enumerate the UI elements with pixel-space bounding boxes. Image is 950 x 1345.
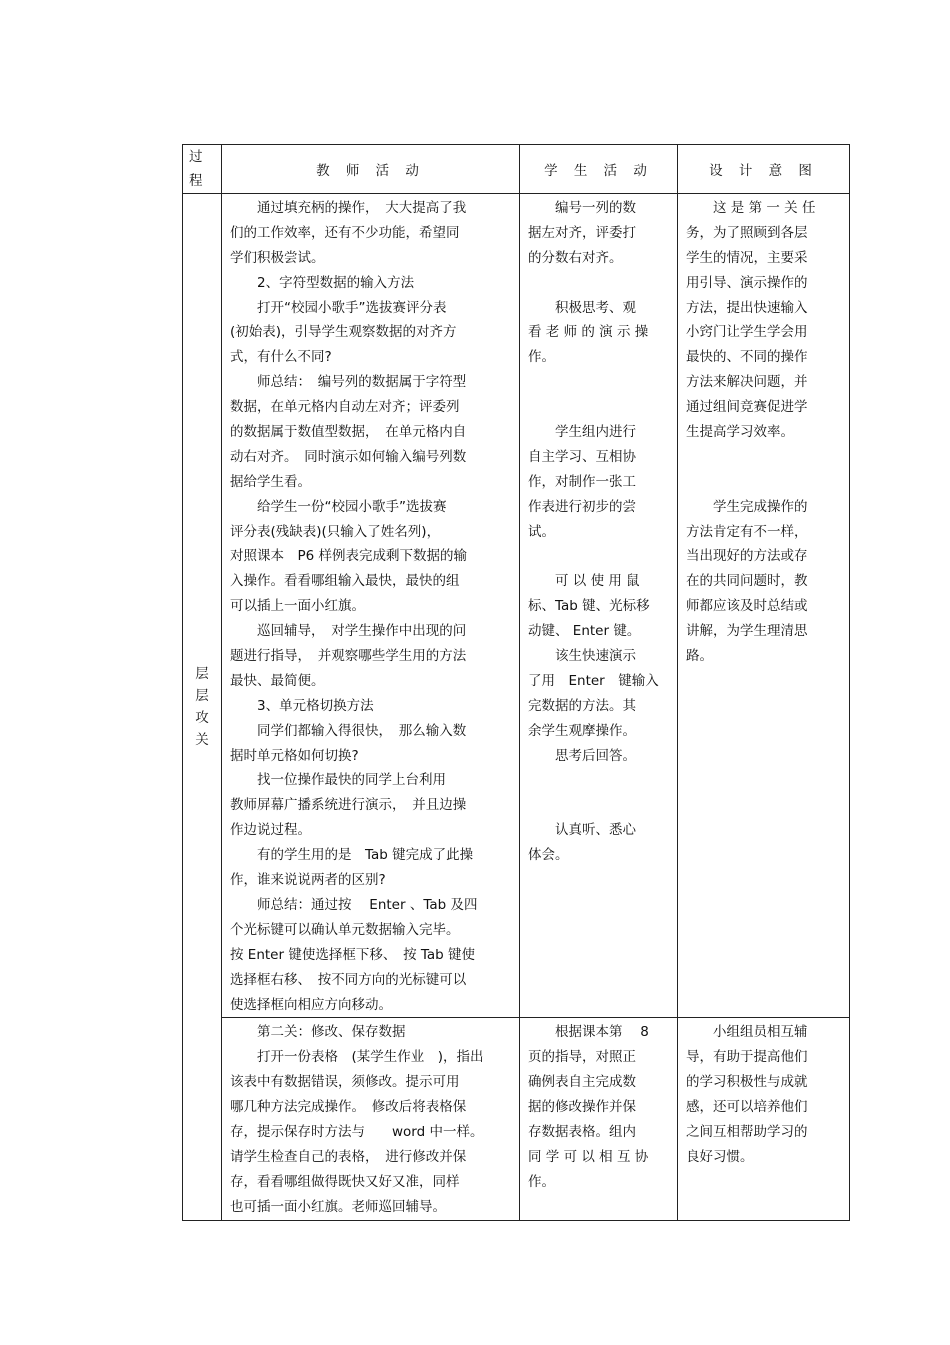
text-line: 2、字符型数据的输入方法 <box>257 274 415 291</box>
text-line: 认真听、悉心 <box>555 822 636 839</box>
text-line: 学们积极尝试。 <box>230 249 325 266</box>
stage-char: 层 <box>195 687 209 704</box>
text-line <box>686 470 843 495</box>
text-line: 感，还可以培养他们 <box>686 1099 808 1116</box>
text-line: 学生的情况，主要采 <box>686 249 808 266</box>
text-line: 当出现好的方法或存 <box>686 548 808 565</box>
text-line: 使选择框向相应方向移动。 <box>230 996 392 1013</box>
design-intent-cell <box>678 194 850 1018</box>
text-line: 导，有助于提高他们 <box>686 1049 808 1066</box>
text-line: 数据，在单元格内自动左对齐；评委列 <box>230 399 460 416</box>
text-line: 动键、 Enter 键。 <box>528 623 641 640</box>
text-line: 的分数右对齐。 <box>528 249 623 266</box>
text-line: 最快的、不同的操作 <box>686 349 808 366</box>
text-line: 哪几种方法完成操作。 修改后将表格保 <box>230 1099 467 1116</box>
teacher-activity-cell <box>222 1018 520 1220</box>
stage-char: 层 <box>195 665 209 682</box>
text-line: 用引导、演示操作的 <box>686 274 808 291</box>
text-line: 自主学习、互相协 <box>528 448 636 465</box>
text-line: 作，谁来说说两者的区别? <box>230 872 386 889</box>
text-line: 试。 <box>528 523 555 540</box>
text-line: 据的修改操作并保 <box>528 1099 636 1116</box>
text-line: 看 老 师 的 演 示 操 <box>528 324 649 341</box>
header-row <box>183 145 850 194</box>
text-line: 可以插上一面小红旗。 <box>230 598 365 615</box>
text-line: 同 学 可 以 相 互 协 <box>528 1148 649 1165</box>
text-line: 存，提示保存时方法与 word 中一样。 <box>230 1123 484 1140</box>
table-row <box>183 1018 850 1220</box>
stage-char: 攻 <box>195 709 209 726</box>
text-line: 务，为了照顾到各层 <box>686 224 808 241</box>
text-line <box>528 768 671 793</box>
text-line: 选择框右移、 按不同方向的光标键可以 <box>230 971 467 988</box>
text-line: 入操作。看看哪组输入最快，最快的组 <box>230 573 460 590</box>
text-line: 师总结： 编号列的数据属于字符型 <box>257 374 467 391</box>
text-line <box>528 271 671 296</box>
text-line: 3、单元格切换方法 <box>257 697 374 714</box>
text-line: 路。 <box>686 648 713 665</box>
text-line <box>528 370 671 395</box>
student-activity-cell <box>520 194 678 1018</box>
text-line: 题进行指导， 并观察哪些学生用的方法 <box>230 648 467 665</box>
table-row <box>183 194 850 1018</box>
text-line: 该生快速演示 <box>555 648 636 665</box>
text-line: 体会。 <box>528 847 569 864</box>
text-line: 页的指导，对照正 <box>528 1049 636 1066</box>
text-line: 对照课本 P6 样例表完成剩下数据的输 <box>230 548 468 565</box>
text-line: 据给学生看。 <box>230 473 311 490</box>
text-line <box>528 793 671 818</box>
text-line: 式，有什么不同? <box>230 349 332 366</box>
text-line: 按 Enter 键使选择框下移、 按 Tab 键使 <box>230 946 476 963</box>
text-line: 完数据的方法。其 <box>528 697 636 714</box>
text-line: 方法，提出快速输入 <box>686 299 808 316</box>
design-intent-cell <box>678 1018 850 1220</box>
header-student: 学 生 活 动 <box>520 145 678 194</box>
text-line: 思考后回答。 <box>555 747 636 764</box>
text-line: 作表进行初步的尝 <box>528 498 636 515</box>
text-line: (初始表)，引导学生观察数据的对齐方 <box>230 324 457 341</box>
text-line: 教师屏幕广播系统进行演示， 并且边操 <box>230 797 467 814</box>
text-line: 余学生观摩操作。 <box>528 722 636 739</box>
text-line <box>528 395 671 420</box>
text-line: 方法来解决问题，并 <box>686 374 808 391</box>
text-line: 该表中有数据错误，须修改。提示可用 <box>230 1074 460 1091</box>
text-line: 编号一列的数 <box>555 200 636 216</box>
text-line: 作。 <box>528 1173 555 1190</box>
text-line: 学生完成操作的 <box>713 498 808 515</box>
text-line: 的数据属于数值型数据， 在单元格内自 <box>230 424 467 441</box>
text-line: 在的共同问题时，教 <box>686 573 808 590</box>
text-line <box>686 445 843 470</box>
text-line: 方法肯定有不一样， <box>686 523 808 540</box>
lesson-plan-table <box>182 144 850 1221</box>
text-line: 请学生检查自己的表格， 进行修改并保 <box>230 1148 467 1165</box>
text-line: 之间互相帮助学习的 <box>686 1123 808 1140</box>
text-line: 的学习积极性与成就 <box>686 1074 808 1091</box>
text-line: 通过填充柄的操作， 大大提高了我 <box>257 200 467 216</box>
text-line: 通过组间竞赛促进学 <box>686 399 808 416</box>
stage-char: 关 <box>195 731 209 748</box>
text-line: 师总结：通过按 Enter 、Tab 及四 <box>257 896 478 913</box>
header-teacher: 教 师 活 动 <box>222 145 520 194</box>
teacher-activity-cell <box>222 194 520 1018</box>
student-activity-cell <box>520 1018 678 1220</box>
text-line <box>528 544 671 569</box>
text-line: 最快、最简便。 <box>230 672 325 689</box>
text-line: 生提高学习效率。 <box>686 424 794 441</box>
text-line: 了用 Enter 键输入 <box>528 672 659 689</box>
text-line: 根据课本第 8 <box>555 1024 649 1041</box>
text-line: 给学生一份“校园小歌手”选拔赛 <box>257 498 447 515</box>
text-line: 巡回辅导， 对学生操作中出现的问 <box>257 623 467 640</box>
text-line: 学生组内进行 <box>555 424 636 441</box>
text-line: 据时单元格如何切换? <box>230 747 359 764</box>
text-line: 确例表自主完成数 <box>528 1074 636 1091</box>
text-line: 师都应该及时总结或 <box>686 598 808 615</box>
text-line: 们的工作效率，还有不少功能，希望同 <box>230 224 460 241</box>
header-design: 设 计 意 图 <box>678 145 850 194</box>
text-line: 小组组员相互辅 <box>713 1024 808 1041</box>
text-line: 第二关：修改、保存数据 <box>257 1024 406 1041</box>
text-line: 存，看看哪组做得既快又好又准，同样 <box>230 1173 460 1190</box>
text-line: 个光标键可以确认单元数据输入完毕。 <box>230 921 460 938</box>
text-line: 评分表(残缺表)(只输入了姓名列)， <box>230 523 441 540</box>
text-line: 可 以 使 用 鼠 <box>555 573 640 590</box>
text-line: 动右对齐。 同时演示如何输入编号列数 <box>230 448 467 465</box>
text-line: 存数据表格。组内 <box>528 1123 636 1140</box>
text-line: 找一位操作最快的同学上台利用 <box>257 772 446 789</box>
text-line: 小窍门让学生学会用 <box>686 324 808 341</box>
text-line: 讲解，为学生理清思 <box>686 623 808 640</box>
text-line: 据左对齐，评委打 <box>528 224 636 241</box>
text-line: 打开“校园小歌手”选拔赛评分表 <box>257 299 447 316</box>
header-process <box>183 145 222 194</box>
text-line: 这 是 第 一 关 任 <box>713 200 816 216</box>
header-process-char: 过 <box>189 149 203 165</box>
text-line: 作边说过程。 <box>230 822 311 839</box>
stage-cell <box>183 194 222 1221</box>
text-line: 标、Tab 键、光标移 <box>528 598 650 615</box>
text-line: 也可插一面小红旗。老师巡回辅导。 <box>230 1198 446 1215</box>
header-process-char: 程 <box>189 173 203 189</box>
text-line: 积极思考、观 <box>555 299 636 316</box>
text-line: 良好习惯。 <box>686 1148 754 1165</box>
text-line: 同学们都输入得很快， 那么输入数 <box>257 722 467 739</box>
text-line: 打开一份表格 (某学生作业 )，指出 <box>257 1049 484 1066</box>
text-line: 作，对制作一张工 <box>528 473 636 490</box>
text-line: 作。 <box>528 349 555 366</box>
text-line: 有的学生用的是 Tab 键完成了此操 <box>257 847 474 864</box>
